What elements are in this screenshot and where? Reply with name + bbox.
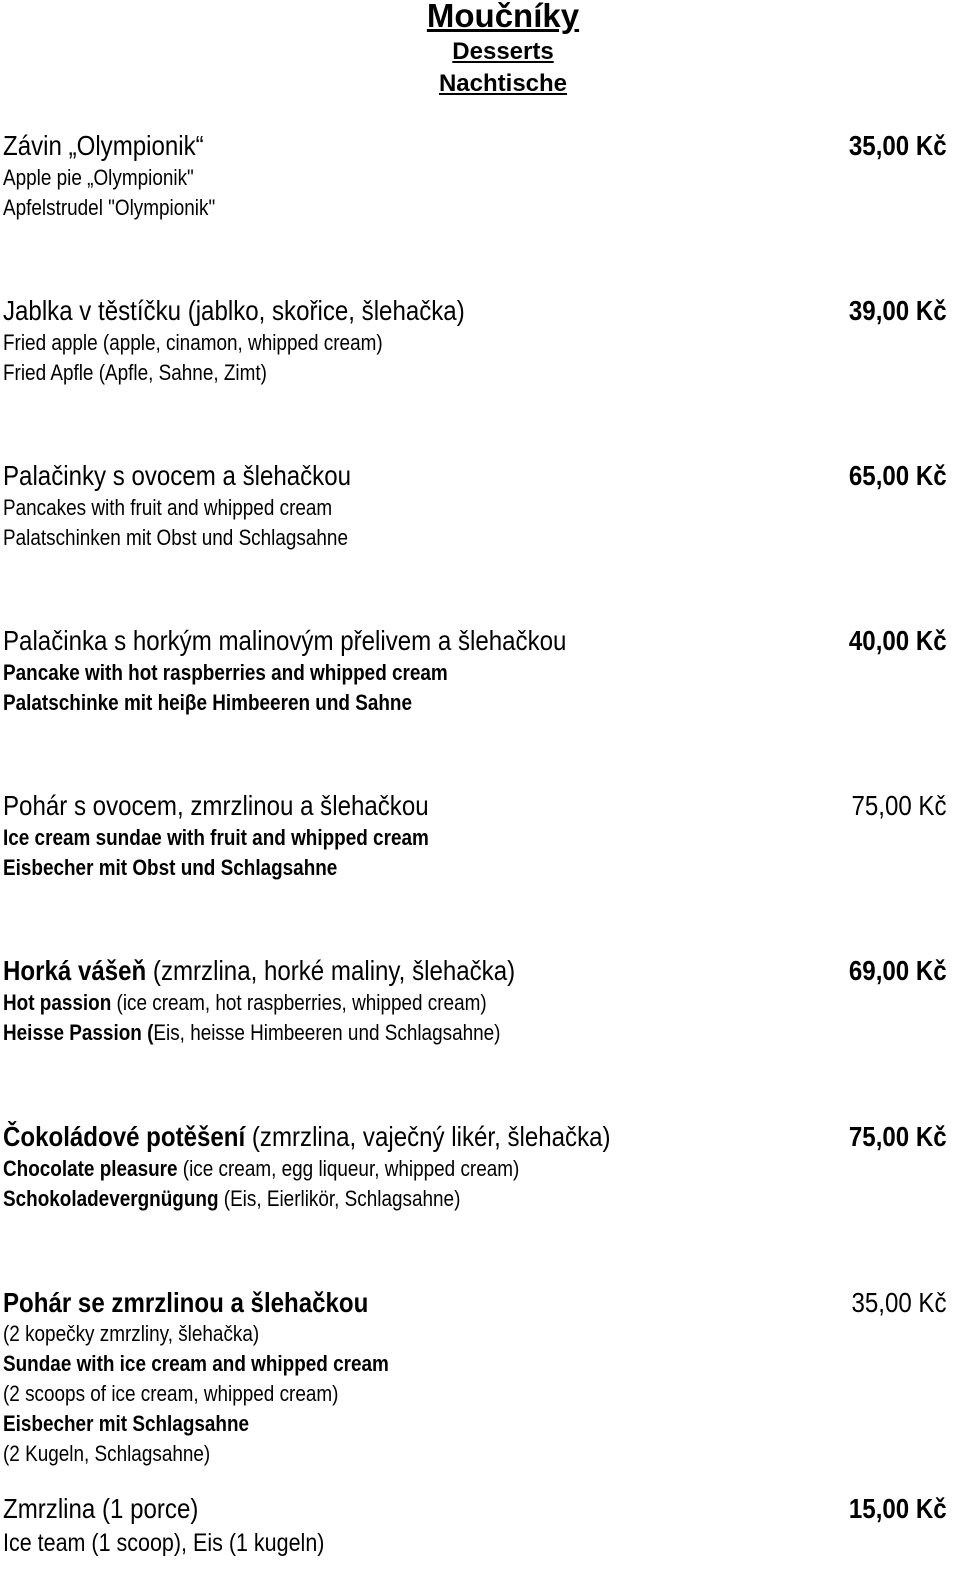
item-price: 35,00 Kč [849,130,947,161]
item-german-detail: Eis, heisse Himbeeren und Schlagsahne) [153,1020,501,1045]
item-german [3,1018,500,1048]
menu-item-jablka [3,294,947,388]
item-english-main: Hot passion [3,990,112,1015]
item-price: 75,00 Kč [849,1121,947,1152]
item-title: Palačinka s horkým malinovým přelivem a šlehačkou [3,625,567,656]
item-german: Palatschinken mit Obst und Schlagsahne [3,525,348,550]
item-title: Pohár s ovocem, zmrzlinou a šlehačkou [3,790,429,821]
item-german-detail: (2 Kugeln, Schlagsahne) [3,1441,211,1466]
item-title: Jablka v těstíčku (jablko, skořice, šlehačka) [3,295,465,326]
item-english: Ice team (1 scoop), Eis (1 kugeln) [3,1529,325,1557]
item-title-detail: (zmrzlina, vaječný likér, šlehačka) [245,1121,611,1152]
item-german: Apfelstrudel "Olympionik" [3,195,216,220]
subtitle-english: Desserts [452,38,554,65]
menu-item-palacinky [3,459,947,553]
item-german-main: Schokoladevergnügung [3,1186,219,1211]
item-english [3,1154,519,1184]
menu-item-palacinka [3,624,947,718]
item-price: 75,00 Kč [851,790,947,821]
item-english: Fried apple (apple, cinamon, whipped cream) [3,330,383,355]
item-english [3,988,487,1018]
item-title [3,1120,611,1154]
item-english-detail: (ice cream, egg liqueur, whipped cream) [177,1156,520,1181]
item-german [3,1184,460,1214]
item-price: 69,00 Kč [849,955,947,986]
item-english: Pancake with hot raspberries and whipped cream [3,660,448,685]
item-title-main: Horká vášeň [3,955,147,986]
item-price: 39,00 Kč [849,295,947,326]
menu-item-zmrzlina [3,1492,947,1560]
item-english-detail: (ice cream, hot raspberries, whipped cream) [111,990,487,1015]
item-english: Pancakes with fruit and whipped cream [3,495,333,520]
item-german-detail: (Eis, Eierlikör, Schlagsahne) [218,1186,461,1211]
item-title-main: Čokoládové potěšení [3,1121,246,1152]
item-english: Sundae with ice cream and whipped cream [3,1351,389,1376]
item-german: Fried Apfle (Apfle, Sahne, Zimt) [3,360,267,385]
page-title: Moučníky [426,0,580,34]
item-german-main: Heisse Passion ( [3,1020,154,1045]
subtitle-german: Nachtische [438,70,568,97]
item-title [3,954,515,988]
item-english: Ice cream sundae with fruit and whipped cream [3,825,429,850]
item-german: Palatschinke mit heiβe Himbeeren und Sahne [3,690,412,715]
item-title: Zmrzlina (1 porce) [3,1493,199,1524]
item-german: Eisbecher mit Schlagsahne [3,1411,250,1436]
menu-item-cokoladove [3,1120,947,1214]
menu-item-zavin [3,129,947,223]
item-english-main: Chocolate pleasure [3,1156,178,1181]
menu-item-pohar-ovoce [3,789,947,883]
menu-item-horka-vasen [3,954,947,1048]
item-price: 65,00 Kč [849,460,947,491]
item-price: 35,00 Kč [851,1287,947,1318]
item-title: Pohár se zmrzlinou a šlehačkou [3,1287,369,1318]
item-price: 40,00 Kč [849,625,947,656]
item-title-detail: (zmrzlina, horké maliny, šlehačka) [146,955,516,986]
item-german: Eisbecher mit Obst und Schlagsahne [3,855,338,880]
item-english: Apple pie „Olympionik" [3,165,194,190]
item-title: Závin „Olympionik“ [3,130,204,161]
item-czech-detail: (2 kopečky zmrzliny, šlehačka) [3,1321,260,1346]
menu-item-pohar-zmrzlina [3,1286,947,1470]
item-english-detail: (2 scoops of ice cream, whipped cream) [3,1381,339,1406]
item-price: 15,00 Kč [849,1493,947,1524]
item-title: Palačinky s ovocem a šlehačkou [3,460,352,491]
